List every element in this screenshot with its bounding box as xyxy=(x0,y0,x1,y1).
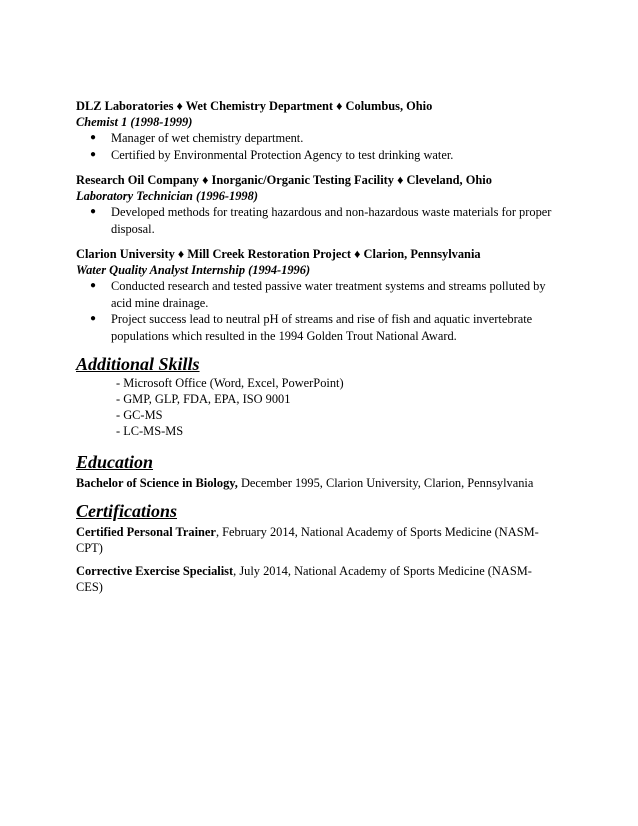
company-name: DLZ Laboratories xyxy=(76,99,174,113)
education-details: December 1995, Clarion University, Clarion, Pennsylvania xyxy=(237,476,534,490)
certification-name: Corrective Exercise Specialist xyxy=(76,563,234,578)
job-header xyxy=(76,98,576,114)
certification-details: , February 2014, National Academy of Sports Medicine (NASM- xyxy=(215,524,539,539)
bullet-text: Certified by Environmental Protection Agency to test drinking water. xyxy=(111,147,454,162)
bullet-text: Manager of wet chemistry department. xyxy=(111,131,304,145)
list-item xyxy=(76,130,576,147)
job-bullets xyxy=(76,278,576,344)
list-item xyxy=(76,311,576,344)
degree: Bachelor of Science in Biology, xyxy=(76,476,238,490)
company-name: Research Oil Company xyxy=(76,173,199,187)
list-item xyxy=(76,204,576,237)
skill-item: - GMP, GLP, FDA, EPA, ISO 9001 xyxy=(116,392,291,406)
bullet-text: Developed methods for treating hazardous and non-hazardous waste materials for proper disposal. xyxy=(111,205,552,236)
skill-item: - GC-MS xyxy=(116,408,163,422)
diamond-icon: ♦ xyxy=(354,247,361,261)
diamond-icon: ♦ xyxy=(177,247,185,261)
resume-page xyxy=(76,98,576,596)
department-name: Inorganic/Organic Testing Facility xyxy=(211,173,394,187)
certification-details-cont: CPT) xyxy=(76,541,103,555)
bullet-icon: ● xyxy=(90,148,97,160)
education-heading: Education xyxy=(76,452,154,472)
skill-item: - LC-MS-MS xyxy=(116,424,184,438)
education-entry xyxy=(76,475,576,492)
job-bullets xyxy=(76,130,576,163)
job-entry-clarion xyxy=(76,246,576,344)
job-header xyxy=(76,246,576,262)
certifications-heading: Certifications xyxy=(76,500,178,521)
bullet-icon: ● xyxy=(90,313,97,324)
bullet-text: Project success lead to neutral pH of streams and rise of fish and aquatic invertebrate populations which resulted in the 1994 Golden Trout National Award. xyxy=(111,312,533,343)
skills-heading: Additional Skills xyxy=(76,354,200,374)
skills-list xyxy=(76,375,576,439)
list-item xyxy=(76,278,576,311)
diamond-icon: ♦ xyxy=(336,99,343,113)
job-location: Cleveland, Ohio xyxy=(406,173,492,187)
job-location: Clarion, Pennsylvania xyxy=(363,247,481,261)
diamond-icon: ♦ xyxy=(397,173,404,187)
certification-details-cont: CES) xyxy=(76,580,103,594)
job-title: Chemist 1 (1998-1999) xyxy=(76,115,193,129)
certification-entry xyxy=(76,524,576,557)
job-location: Columbus, Ohio xyxy=(345,99,433,113)
job-bullets xyxy=(76,204,576,237)
bullet-icon: ● xyxy=(90,206,97,217)
job-title: Water Quality Analyst Internship (1994-1996) xyxy=(76,263,311,277)
job-header xyxy=(76,172,576,188)
diamond-icon: ♦ xyxy=(176,99,183,113)
job-entry-dlz xyxy=(76,98,576,163)
department-name: Wet Chemistry Department xyxy=(185,99,333,113)
list-item xyxy=(76,147,576,164)
bullet-text: Conducted research and tested passive water treatment systems and streams polluted by acid mine drainage. xyxy=(111,279,546,310)
certification-entry xyxy=(76,563,576,596)
diamond-icon: ♦ xyxy=(202,173,209,187)
company-name: Clarion University xyxy=(76,247,175,261)
bullet-icon: ● xyxy=(90,280,97,291)
bullet-icon: ● xyxy=(90,132,97,143)
job-entry-research-oil xyxy=(76,172,576,237)
department-name: Mill Creek Restoration Project xyxy=(187,247,351,261)
certification-name: Certified Personal Trainer xyxy=(76,524,216,539)
skill-item: - Microsoft Office (Word, Excel, PowerPoint) xyxy=(116,376,344,390)
certification-details: , July 2014, National Academy of Sports Medicine (NASM- xyxy=(233,563,532,578)
job-title: Laboratory Technician (1996-1998) xyxy=(76,189,258,203)
